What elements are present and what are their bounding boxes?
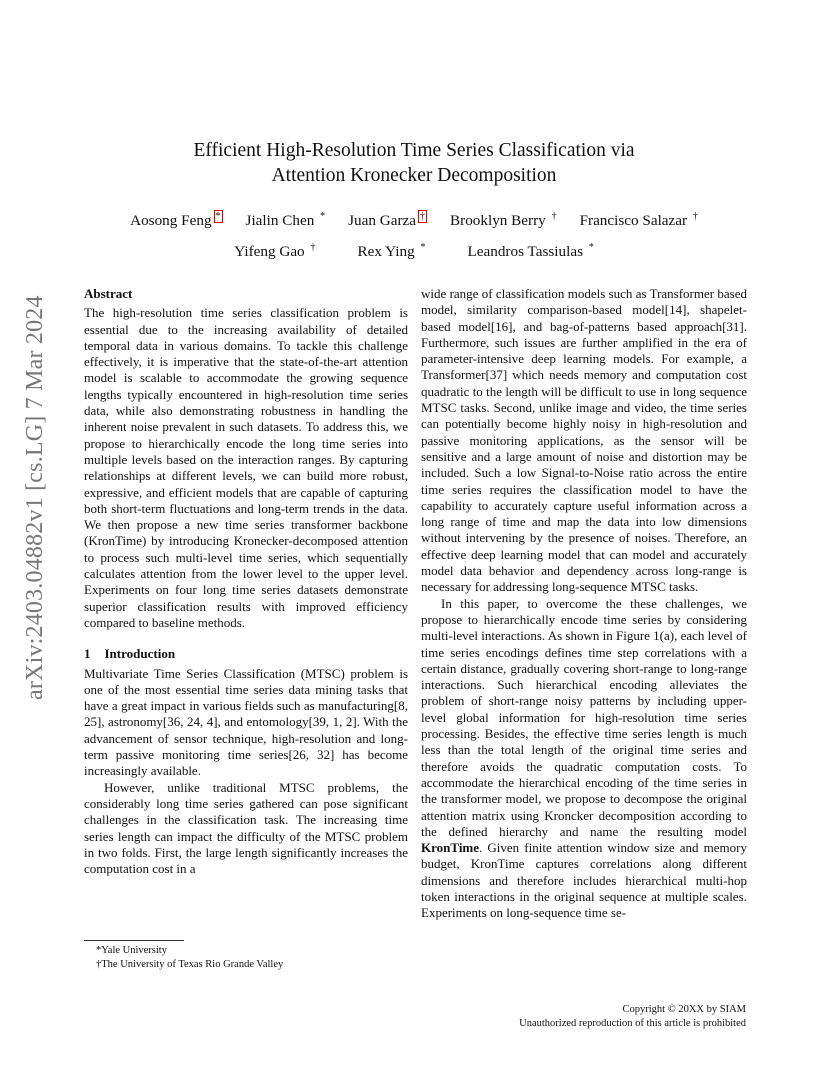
copyright-notice [519, 1003, 746, 1030]
author: Francisco Salazar † [579, 211, 698, 229]
footnote-rule [84, 940, 184, 941]
affiliation-mark: * [420, 242, 426, 253]
reproduction-notice: Unauthorized reproduction of this article is prohibited [519, 1017, 746, 1029]
title-line-2: Attention Kronecker Decomposition [271, 165, 557, 186]
paragraph-text: In this paper, to overcome the these challenges, we propose to hierarchically encode time series by considering multi-level interactions. As shown in Figure 1(a), each level of time series encodings defines time step correlations with a certain distance, gradually covering short-range to long-range interactions. Such hierarchical encoding alleviates the problem of short-range noisy patterns by including upper-level global information for high-resolution time series processing. Besides, the effective time series length is much less than the total length of the original time series and therefore avoids the quadratic computation costs. To accommodate the hierarchical encoding of the time series in the transformer model, we propose to decompose the original attention matrix using Kroncker decomposition according to the defined hierarchy and name the resulting model [421, 595, 747, 839]
footnote-utrgv: †The University of Texas Rio Grande Valley [96, 959, 284, 970]
author-list [84, 203, 744, 265]
footnotes [84, 940, 408, 972]
affiliation-mark-link[interactable]: * [215, 211, 221, 222]
intro-paragraph-1: Multivariate Time Series Classification (MTSC) problem is one of the most essential time series data mining tasks that have a great impact in various fields such as manufacturing[8, 25], astronomy[36, 24, 4], and entomology[39, 1, 2]. With the advancement of sensor technique, high-resolution and long-term passive monitoring time series[26, 32] has become increasingly available. [84, 665, 408, 779]
intro-paragraph-2: However, unlike traditional MTSC problems, the considerably long time series gathered can pose significant challenges in the classification task. The increasing time series length can impact the difficulty of the MTSC problem in two folds. First, the large length significantly increases the computation cost in a [84, 779, 408, 877]
affiliation-mark: † [692, 211, 698, 222]
author: Yifeng Gao † [234, 242, 316, 260]
affiliation-mark-link[interactable]: † [420, 211, 425, 222]
section-number: 1 [84, 646, 91, 662]
title-line-1: Efficient High-Resolution Time Series Classification via [193, 140, 635, 161]
abstract-heading: Abstract [84, 286, 133, 301]
footnote-yale: *Yale University [96, 945, 167, 956]
section-title: Introduction [104, 646, 176, 662]
author: Rex Ying * [357, 242, 426, 260]
affiliation-mark: * [320, 211, 326, 222]
affiliation-mark: † [310, 242, 316, 253]
author: Aosong Feng * [130, 211, 221, 229]
arxiv-identifier-stamp: arXiv:2403.04882v1 [cs.LG] 7 Mar 2024 [22, 295, 48, 700]
author: Leandros Tassiulas * [467, 242, 594, 260]
paper-title [100, 138, 728, 188]
section-heading-introduction [84, 646, 408, 662]
right-column [421, 286, 747, 922]
model-name-bold: KronTime [421, 840, 480, 856]
author-row-2 [84, 234, 744, 265]
affiliation-mark: † [551, 211, 557, 222]
abstract-body: The high-resolution time series classification problem is essential due to the increasing availability of detailed temporal data in various domains. To tackle this challenge effectively, it is imperative that the state-of-the-art attention model is scalable to accommodate the growing sequence lengths typically encountered in high-resolution time series data, while also demonstrating robustness in handling the inherent noise prevalent in such datasets. To address this, we propose to hierarchically encode the long time series into multiple levels based on the interaction ranges. By capturing relationships at different levels, we can build more robust, expressive, and efficient models that are capable of capturing both short-term fluctuations and long-term trends in the data. We then propose a new time series transformer backbone (KronTime) by introducing Kronecker-decomposed attention to process such multi-level time series, which sequentially calculates attention from the lower level to the upper level. Experiments on four long time series datasets demonstrate superior classification results with improved efficiency compared to baseline methods. [84, 305, 408, 630]
left-column [84, 286, 408, 877]
author: Brooklyn Berry † [450, 211, 557, 229]
author: Jialin Chen * [245, 211, 326, 229]
body-paragraph-1: wide range of classification models such as Transformer based model, similarity comparison-based model[14], shapelet-based model[16], and bag-of-patterns based approach[31]. Furthermore, such issues are further amplified in the era of parameter-intensive deep learning models. For example, a Transformer[37] which needs memory and computation cost quadratic to the length will be difficult to use in long sequence MTSC tasks. Second, unlike image and video, the time series can potentially become highly noisy in high-resolution and passive monitoring applications, as the sensor will be sensitive and a large amount of noise and distortion may be included. Such a low Signal-to-Noise ratio across the entire time series requires the classification model to have the capability to accurately capture useful information across a long range of time and map the data into low dimensions without intervening by the presence of noises. Therefore, an effective deep learning model that can model and accurately model data behavior and dependency across long-range is necessary for addressing long-sequence MTSC tasks. [421, 286, 747, 595]
author: Juan Garza † [348, 211, 425, 229]
paragraph-text: . Given finite attention window size and memory budget, KronTime captures correlations along different dimensions and therefore includes hierarchical multi-hop token interactions in the original sequence at multiple scales. Experiments on long-sequence time se- [421, 840, 747, 921]
affiliation-mark: * [588, 242, 594, 253]
body-paragraph-2 [421, 596, 747, 922]
author-row-1 [84, 203, 744, 234]
copyright-line: Copyright © 20XX by SIAM [622, 1004, 746, 1015]
